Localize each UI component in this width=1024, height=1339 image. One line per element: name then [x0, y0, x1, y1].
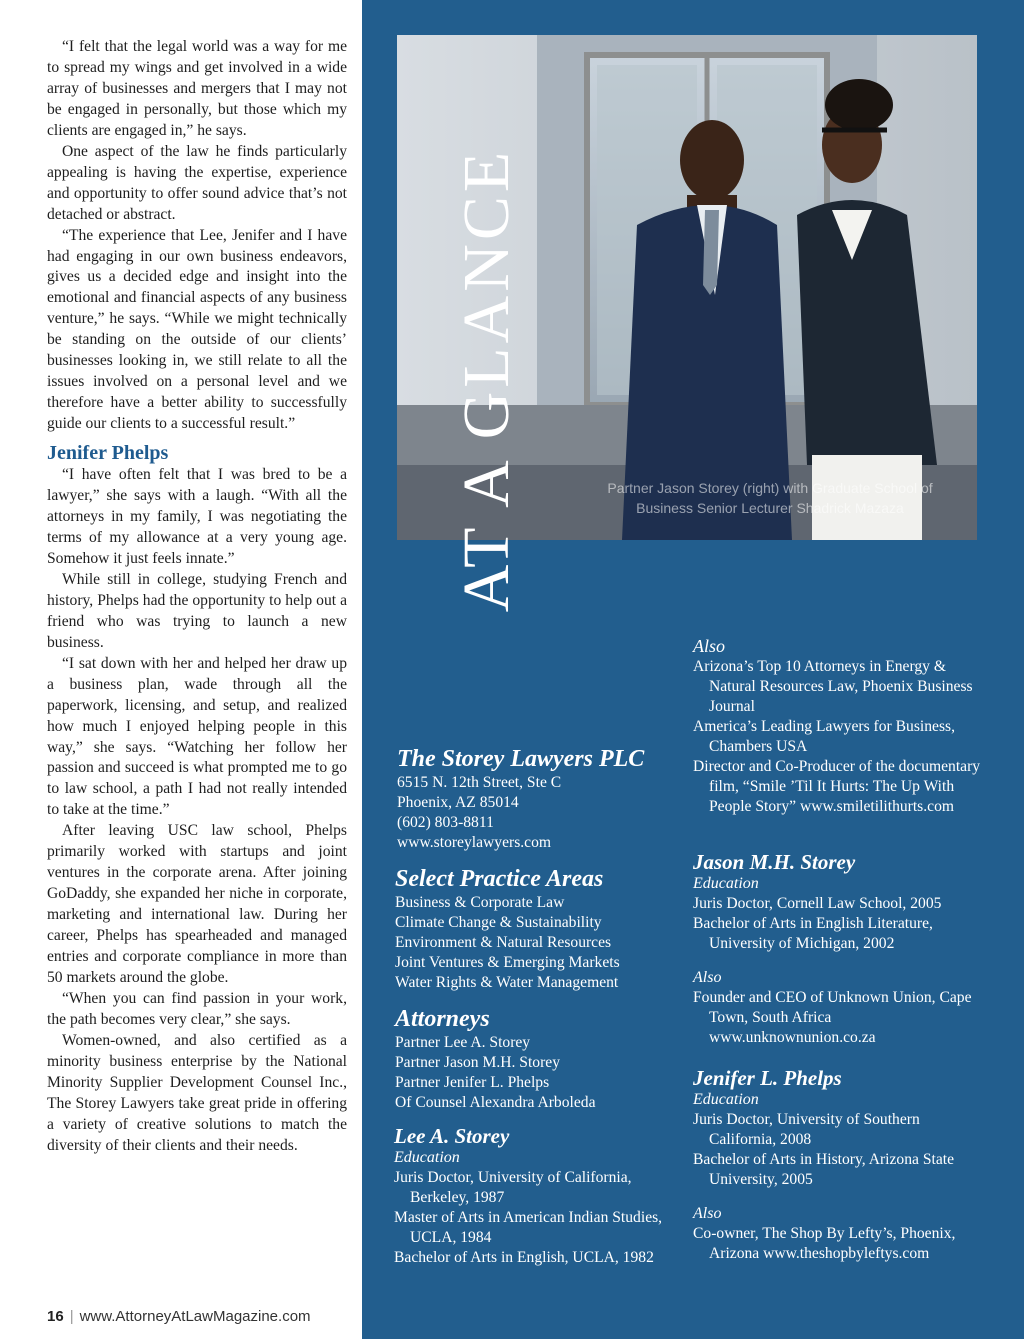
lee-storey-also	[693, 635, 983, 817]
education-item: Bachelor of Arts in History, Arizona State University, 2005	[693, 1151, 954, 1188]
also-item: Arizona’s Top 10 Attorneys in Energy & Natural Resources Law, Phoenix Business Journal	[693, 658, 973, 715]
page-footer	[47, 1308, 311, 1325]
also-label: Also	[693, 969, 722, 986]
footer-separator: |	[69, 1308, 74, 1325]
firm-website: www.storeylawyers.com	[397, 834, 552, 851]
practice-area-item: Business & Corporate Law	[395, 894, 565, 911]
article-paragraph: “I felt that the legal world was a way for me to spread my wings and get involved in a wide array of businesses and mergers that I may not be engaged in personally, but those which my clients are engaged in,” he says.	[47, 38, 347, 139]
education-item: Juris Doctor, Cornell Law School, 2005	[693, 895, 942, 912]
practice-area-item: Water Rights & Water Management	[395, 974, 619, 991]
page-number: 16	[47, 1308, 64, 1325]
firm-name: The Storey Lawyers PLC	[397, 746, 645, 772]
practice-area-item: Joint Ventures & Emerging Markets	[395, 954, 620, 971]
education-item: Juris Doctor, University of California, Berkeley, 1987	[394, 1169, 632, 1206]
attorney-name: Lee A. Storey	[394, 1124, 510, 1148]
jenifer-phelps-profile	[693, 1066, 978, 1264]
article-paragraph: “I sat down with her and helped her draw up a business plan, wade through all the paperwork, licensing, and setup, and realized how much I enjoyed helping people in this way,” she says. “Watching her follow her passion and succeed is what prompted me to go to law school, a path I had not really intended to take at the time.”	[47, 654, 347, 819]
attorney-item: Partner Jason M.H. Storey	[395, 1054, 561, 1071]
attorney-item: Of Counsel Alexandra Arboleda	[395, 1094, 596, 1111]
attorneys-list	[395, 1005, 685, 1113]
article-paragraph: “When you can find passion in your work, the path becomes very clear,” she says.	[47, 989, 347, 1028]
education-label: Education	[693, 875, 759, 892]
firm-info	[397, 745, 687, 853]
attorneys-heading: Attorneys	[395, 1006, 490, 1032]
attorney-name: Jenifer L. Phelps	[693, 1066, 842, 1090]
also-item: America’s Leading Lawyers for Business, Chambers USA	[693, 718, 955, 755]
attorney-item: Partner Jenifer L. Phelps	[395, 1074, 550, 1091]
education-label: Education	[693, 1091, 759, 1108]
also-item: Founder and CEO of Unknown Union, Cape Town, South Africa www.unknownunion.co.za	[693, 989, 972, 1046]
firm-address-line2: Phoenix, AZ 85014	[397, 794, 519, 811]
article-paragraph: “I have often felt that I was bred to be a lawyer,” she says with a laugh. “With all the attorneys in my family, I was negotiating the terms of my allowance at a very young age. Somehow it just feels innate.”	[47, 466, 347, 567]
article-paragraph: “The experience that Lee, Jenifer and I have had engaging in our own business endeavors, gives us a decided edge and insight into the emotional and financial aspects of any business venture,” he says. “While we might technically be standing on the outside of our clients’ businesses looking in, we still relate to all the issues involved on a personal level and we therefore have a better ability to successfully guide our clients to a successful result.”	[47, 226, 347, 433]
at-a-glance-title: AT A GLANCE	[450, 147, 523, 613]
practice-areas	[395, 865, 685, 993]
practice-areas-heading: Select Practice Areas	[395, 866, 604, 892]
photo-caption: Partner Jason Storey (right) with Graduate School of Business Senior Lecturer Shadrick Mazaza	[607, 480, 933, 516]
article-paragraph: While still in college, studying French and history, Phelps had the opportunity to help out a friend who was trying to launch a new business.	[47, 570, 347, 651]
section-heading: Jenifer Phelps	[47, 442, 169, 465]
also-item: Co-owner, The Shop By Lefty’s, Phoenix, Arizona www.theshopbyleftys.com	[693, 1225, 956, 1262]
firm-address-line1: 6515 N. 12th Street, Ste C	[397, 774, 562, 791]
footer-website: www.AttorneyAtLawMagazine.com	[79, 1308, 311, 1325]
article-column	[47, 37, 347, 1157]
education-item: Bachelor of Arts in English, UCLA, 1982	[394, 1249, 654, 1266]
article-paragraph: One aspect of the law he finds particularly appealing is having the expertise, experience and opportunity to offer sound advice that’s not detached or abstract.	[47, 142, 347, 223]
education-label: Education	[394, 1149, 460, 1166]
also-item: Director and Co-Producer of the documentary film, “Smile ’Til It Hurts: The Up With People Story” www.smiletilithurts.com	[693, 758, 981, 815]
article-paragraph: Women-owned, and also certified as a minority business enterprise by the National Minority Supplier Development Counsel Inc., The Storey Lawyers take great pride in offering a variety of creative solutions to match the diversity of their clients and their needs.	[47, 1031, 347, 1154]
education-item: Bachelor of Arts in English Literature, University of Michigan, 2002	[693, 915, 933, 952]
attorney-item: Partner Lee A. Storey	[395, 1034, 531, 1051]
education-item: Master of Arts in American Indian Studies, UCLA, 1984	[394, 1209, 663, 1246]
practice-area-item: Climate Change & Sustainability	[395, 914, 602, 931]
education-item: Juris Doctor, University of Southern California, 2008	[693, 1111, 920, 1148]
also-label: Also	[693, 636, 726, 656]
jason-storey-profile	[693, 850, 978, 1048]
practice-area-item: Environment & Natural Resources	[395, 934, 612, 951]
lee-storey-profile	[394, 1124, 669, 1268]
also-label: Also	[693, 1205, 722, 1222]
attorney-name: Jason M.H. Storey	[693, 850, 856, 874]
article-paragraph: After leaving USC law school, Phelps primarily worked with startups and joint ventures in the corporate arena. After joining GoDaddy, she expanded her niche in corporate, marketing and international law. During her career, Phelps has spearheaded and managed entries and corporate compliance in more than 50 markets around the globe.	[47, 822, 347, 986]
firm-phone: (602) 803-8811	[397, 814, 494, 831]
